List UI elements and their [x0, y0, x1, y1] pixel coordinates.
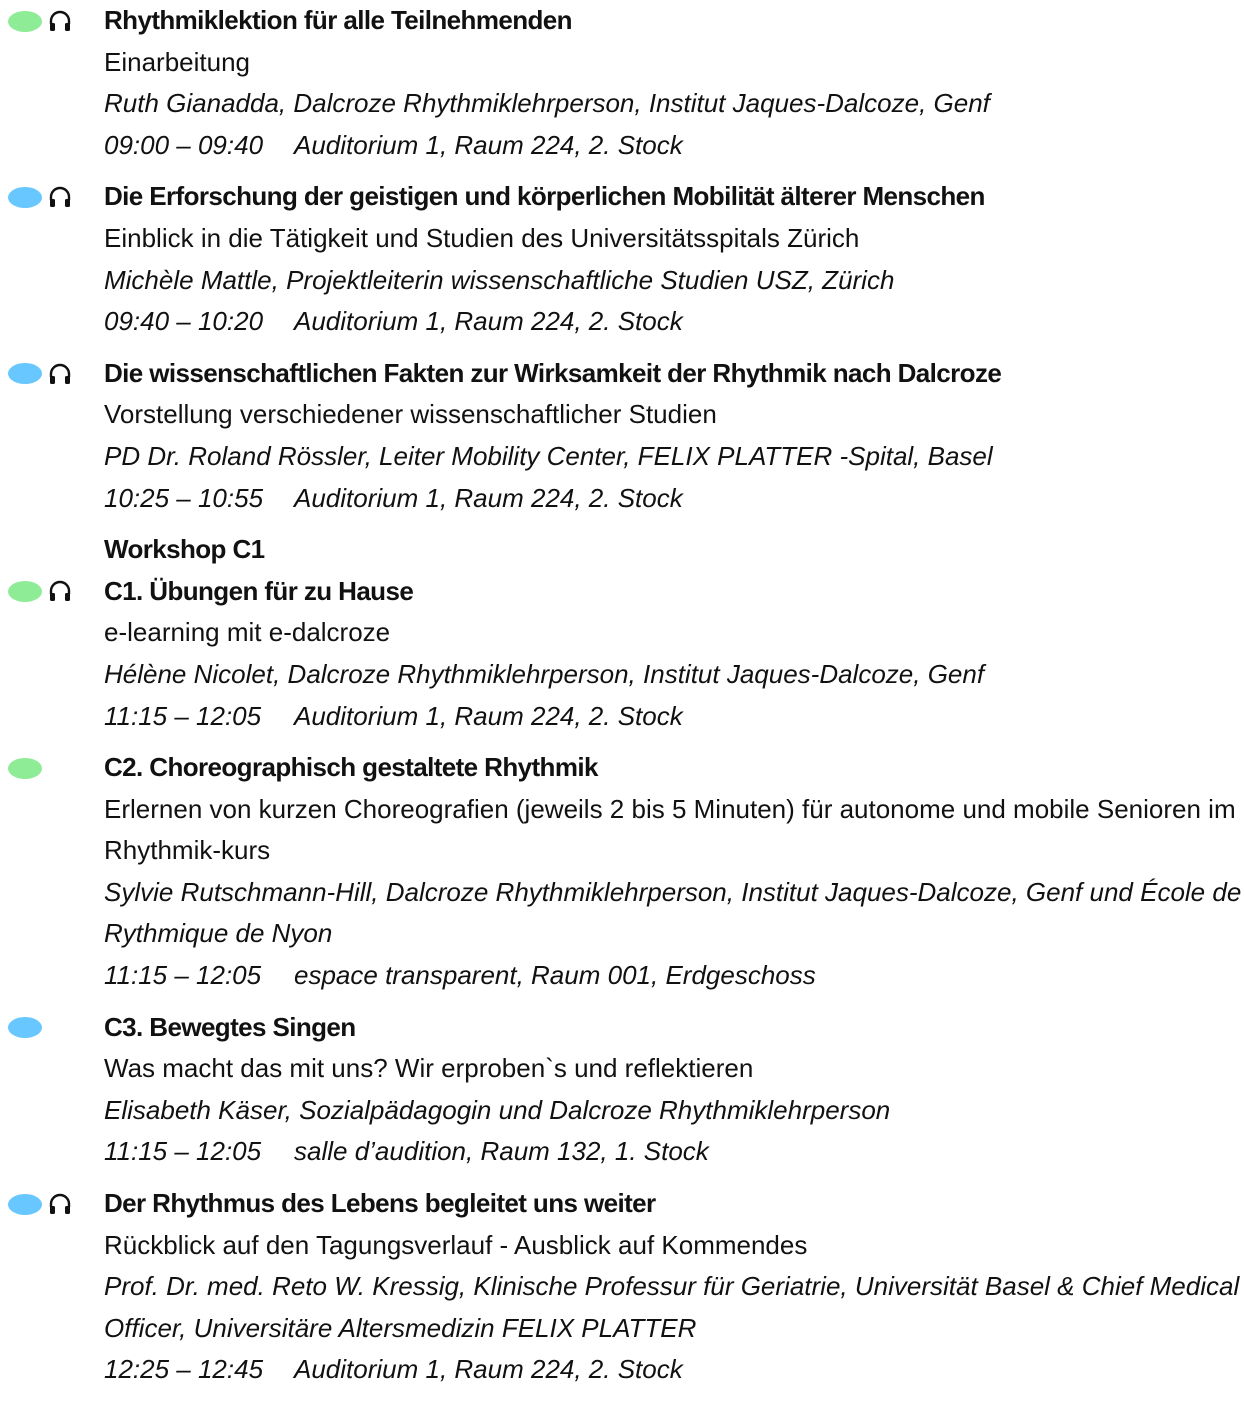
program-entry — [0, 353, 1245, 519]
entry-title: C1. Übungen für zu Hause — [104, 575, 414, 606]
program-entry — [0, 1183, 1245, 1391]
blue-dot-icon — [8, 363, 42, 384]
entry-title: C2. Choreographisch gestaltete Rhythmik — [104, 752, 598, 783]
entry-markers — [8, 185, 72, 209]
entry-time: 09:40 – 10:20 — [104, 306, 264, 337]
entry-description: e-learning mit e-dalcroze — [104, 617, 391, 648]
program-entry — [0, 1007, 1245, 1173]
program-entry — [0, 176, 1245, 342]
entry-speaker: Elisabeth Käser, Sozialpädagogin und Dalcroze Rhythmiklehrperson — [104, 1094, 891, 1125]
entry-description: Vorstellung verschiedener wissenschaftlicher Studien — [104, 399, 717, 430]
entry-speaker: PD Dr. Roland Rössler, Leiter Mobility Center, FELIX PLATTER -Spital, Basel — [104, 440, 993, 471]
entry-description: Einblick in die Tätigkeit und Studien des Universitätsspitals Zürich — [104, 222, 860, 253]
blue-dot-icon — [8, 187, 42, 208]
entry-time: 12:25 – 12:45 — [104, 1354, 264, 1385]
entry-title: C3. Bewegtes Singen — [104, 1011, 356, 1042]
program-entry — [0, 747, 1245, 997]
entry-time: 10:25 – 10:55 — [104, 482, 264, 513]
entry-markers — [8, 1192, 72, 1216]
entry-markers — [8, 756, 42, 780]
entry-location: Auditorium 1, Raum 224, 2. Stock — [294, 306, 683, 337]
entry-time-location — [104, 696, 1245, 738]
entry-location: salle d’audition, Raum 132, 1. Stock — [294, 1136, 709, 1167]
entry-location: Auditorium 1, Raum 224, 2. Stock — [294, 129, 683, 160]
entry-description: Einarbeitung — [104, 46, 250, 77]
entry-speaker: Michèle Mattle, Projektleiterin wissenschaftliche Studien USZ, Zürich — [104, 264, 895, 295]
entry-time-location — [104, 478, 1245, 520]
entry-time-location — [104, 125, 1245, 167]
headphones-icon — [48, 1193, 72, 1215]
entry-speaker: Hélène Nicolet, Dalcroze Rhythmiklehrperson, Institut Jaques-Dalcoze, Genf — [104, 658, 985, 689]
workshop-heading: Workshop C1 — [104, 534, 265, 565]
green-dot-icon — [8, 11, 42, 32]
entry-speaker: Prof. Dr. med. Reto W. Kressig, Klinische Professur für Geriatrie, Universität Basel & Chief Medical Officer, Universitäre Altersmedizin FELIX PLATTER — [104, 1271, 1240, 1343]
entry-title: Die Erforschung der geistigen und körperlichen Mobilität älterer Menschen — [104, 181, 985, 212]
entry-time: 11:15 – 12:05 — [104, 960, 262, 991]
entry-location: Auditorium 1, Raum 224, 2. Stock — [294, 1354, 683, 1385]
entry-speaker: Sylvie Rutschmann-Hill, Dalcroze Rhythmiklehrperson, Institut Jaques-Dalcoze, Genf und École de Rythmique de Nyon — [104, 876, 1242, 949]
entry-location: Auditorium 1, Raum 224, 2. Stock — [294, 700, 683, 731]
headphones-icon — [48, 186, 72, 208]
entry-title: Die wissenschaftlichen Fakten zur Wirksamkeit der Rhythmik nach Dalcroze — [104, 357, 1002, 388]
entry-title: Der Rhythmus des Lebens begleitet uns weiter — [104, 1188, 656, 1219]
entry-time: 11:15 – 12:05 — [104, 700, 262, 731]
headphones-icon — [48, 580, 72, 602]
headphones-icon — [48, 10, 72, 32]
entry-markers — [8, 9, 72, 33]
entry-time-location — [104, 955, 1245, 997]
entry-time-location — [104, 1131, 1245, 1173]
entry-description: Was macht das mit uns? Wir erproben`s und reflektieren — [104, 1053, 754, 1084]
entry-speaker: Ruth Gianadda, Dalcroze Rhythmiklehrperson, Institut Jaques-Dalcoze, Genf — [104, 88, 990, 119]
entry-description: Erlernen von kurzen Choreografien (jeweils 2 bis 5 Minuten) für autonome und mobile Senioren im Rhythmik-kurs — [104, 793, 1236, 866]
entry-time: 11:15 – 12:05 — [104, 1136, 262, 1167]
green-dot-icon — [8, 581, 42, 602]
headphones-icon — [48, 363, 72, 385]
entry-time-location — [104, 301, 1245, 343]
blue-dot-icon — [8, 1017, 42, 1038]
entry-markers — [8, 579, 72, 603]
entry-description: Rückblick auf den Tagungsverlauf - Ausblick auf Kommendes — [104, 1229, 808, 1260]
entry-title: Rhythmiklektion für alle Teilnehmenden — [104, 5, 572, 35]
blue-dot-icon — [8, 1194, 42, 1215]
green-dot-icon — [8, 758, 42, 779]
program-entry — [0, 0, 1245, 166]
entry-markers — [8, 1016, 42, 1040]
entry-time-location — [104, 1349, 1245, 1391]
entry-time: 09:00 – 09:40 — [104, 129, 264, 160]
entry-location: Auditorium 1, Raum 224, 2. Stock — [294, 482, 683, 513]
program-entry — [0, 529, 1245, 737]
entry-markers — [8, 362, 72, 386]
entry-location: espace transparent, Raum 001, Erdgeschoss — [294, 960, 816, 991]
